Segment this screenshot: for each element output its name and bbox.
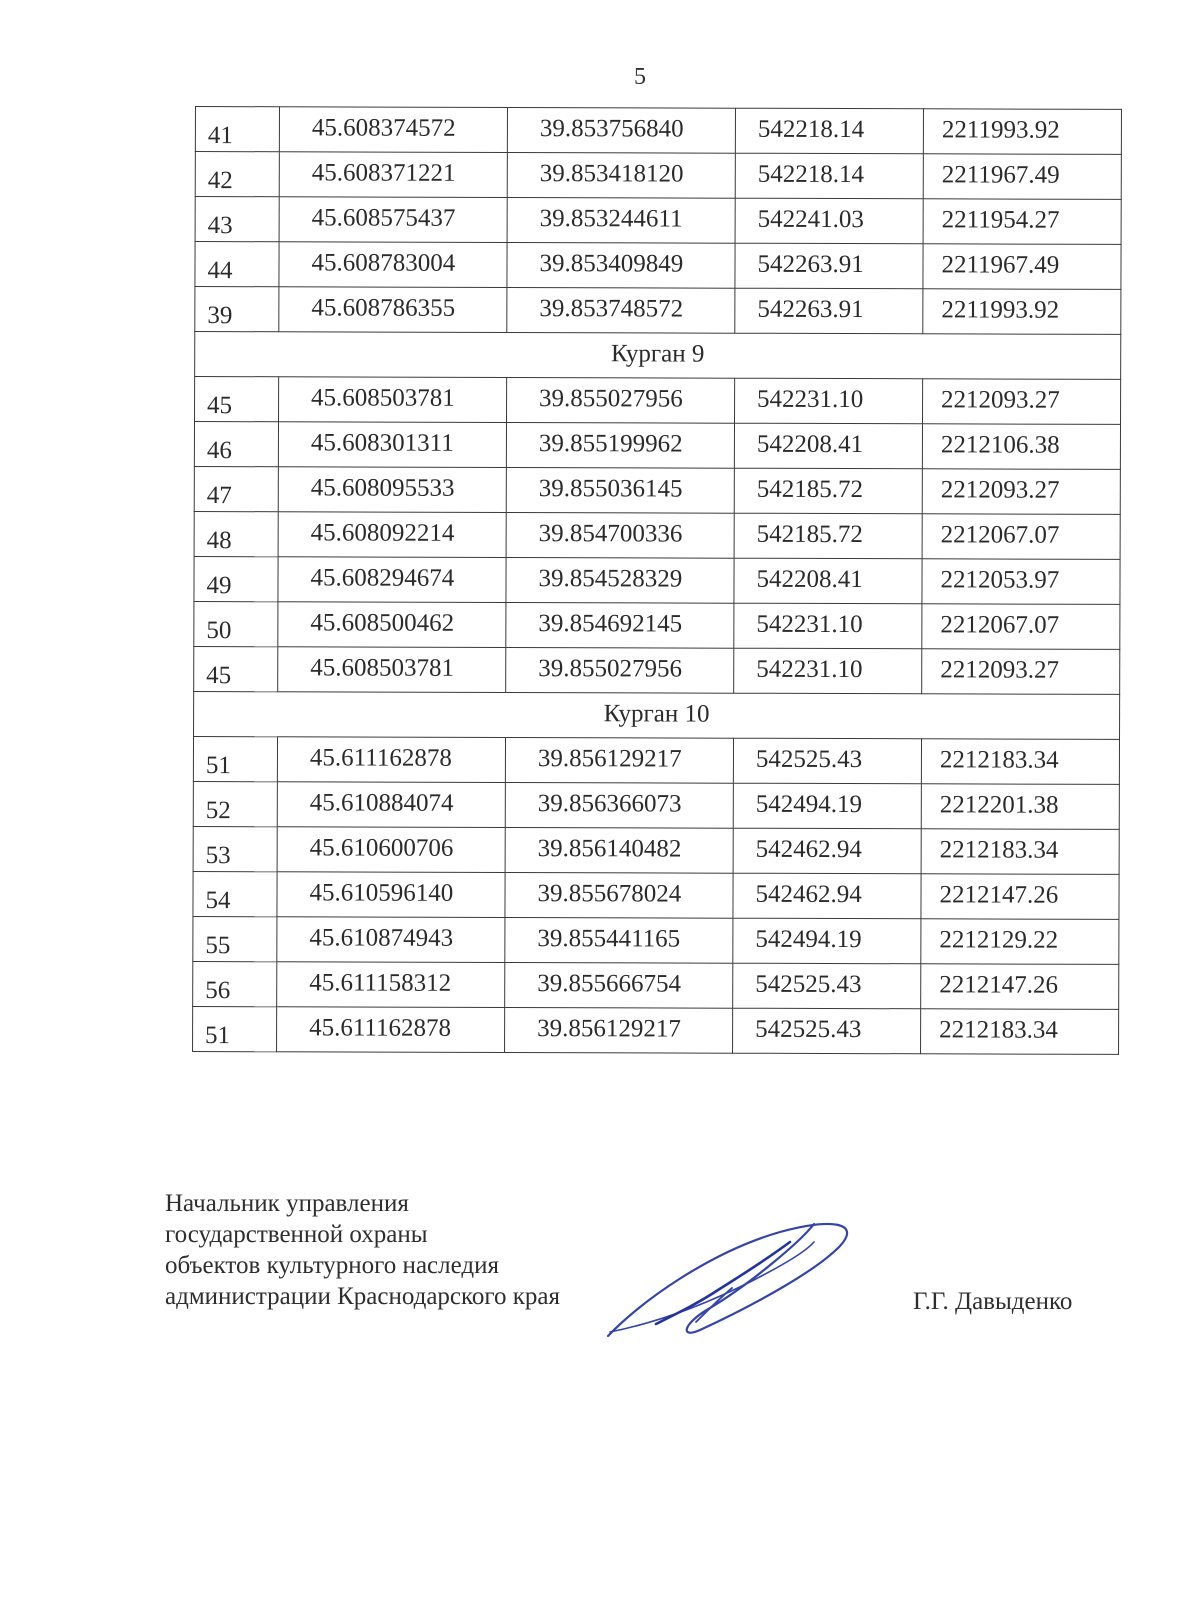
x-coordinate-cell: 542494.19 [733,783,921,829]
point-number-cell: 45 [194,646,278,691]
point-number-cell: 51 [193,736,277,781]
longitude-cell: 39.855027956 [506,647,734,693]
point-number-cell: 42 [195,152,279,197]
y-coordinate-cell: 2211967.49 [923,154,1121,200]
table-row [195,197,1121,245]
x-coordinate-cell: 542494.19 [733,918,921,964]
point-number-cell: 41 [195,107,279,152]
y-coordinate-cell: 2212093.27 [923,379,1121,425]
point-number-cell: 51 [193,1006,277,1051]
longitude-cell: 39.853409849 [507,242,735,288]
y-coordinate-cell: 2211954.27 [923,199,1121,245]
official-title-line: объектов культурного наследия [165,1252,499,1279]
section-header-row [194,691,1120,739]
point-number-cell: 46 [194,422,278,467]
y-coordinate-cell: 2212183.34 [921,829,1119,875]
point-number-cell: 55 [193,916,277,961]
latitude-cell: 45.610600706 [277,827,505,873]
latitude-cell: 45.608786355 [279,287,507,333]
table-row [193,916,1119,964]
x-coordinate-cell: 542241.03 [735,198,923,244]
x-coordinate-cell: 542231.10 [735,378,923,424]
longitude-cell: 39.853244611 [507,197,735,243]
section-label: Курган 10 [194,691,1120,739]
y-coordinate-cell: 2212053.97 [922,559,1120,605]
table-row [195,107,1121,155]
point-number-cell: 48 [194,511,278,556]
x-coordinate-cell: 542218.14 [735,108,923,154]
y-coordinate-cell: 2212067.07 [922,604,1120,650]
longitude-cell: 39.855027956 [507,377,735,423]
longitude-cell: 39.855666754 [505,962,733,1008]
table-row [193,871,1119,919]
table-row [195,287,1121,335]
point-number-cell: 43 [195,197,279,242]
longitude-cell: 39.856140482 [505,827,733,873]
longitude-cell: 39.856129217 [505,737,733,783]
latitude-cell: 45.608503781 [278,647,506,693]
table-row [195,377,1121,425]
point-number-cell: 49 [194,556,278,601]
latitude-cell: 45.608294674 [278,557,506,603]
table-row [195,242,1121,290]
y-coordinate-cell: 2212093.27 [922,469,1120,515]
latitude-cell: 45.611162878 [277,1007,505,1053]
y-coordinate-cell: 2212147.26 [921,874,1119,920]
point-number-cell: 52 [193,781,277,826]
table-row [195,152,1121,200]
latitude-cell: 45.608503781 [279,377,507,423]
latitude-cell: 45.610596140 [277,872,505,918]
table-row [193,961,1119,1009]
table-row [194,466,1120,514]
y-coordinate-cell: 2212183.34 [921,739,1119,785]
x-coordinate-cell: 542208.41 [734,423,922,469]
y-coordinate-cell: 2212067.07 [922,514,1120,560]
table-row [194,511,1120,559]
x-coordinate-cell: 542263.91 [735,243,923,289]
official-title [165,1188,560,1312]
point-number-cell: 45 [195,377,279,422]
y-coordinate-cell: 2212129.22 [921,919,1119,965]
latitude-cell: 45.610884074 [277,782,505,828]
official-title-line: государственной охраны [165,1221,428,1248]
x-coordinate-cell: 542263.91 [735,288,923,334]
point-number-cell: 47 [194,466,278,511]
longitude-cell: 39.855678024 [505,872,733,918]
y-coordinate-cell: 2212147.26 [921,964,1119,1010]
longitude-cell: 39.853748572 [507,287,735,333]
latitude-cell: 45.608500462 [278,602,506,648]
latitude-cell: 45.608575437 [279,197,507,243]
longitude-cell: 39.855441165 [505,917,733,963]
point-number-cell: 56 [193,961,277,1006]
longitude-cell: 39.855199962 [506,422,734,468]
longitude-cell: 39.855036145 [506,467,734,513]
table-row [193,781,1119,829]
table-row [194,422,1120,470]
longitude-cell: 39.856366073 [505,782,733,828]
handwritten-signature [600,1212,870,1342]
x-coordinate-cell: 542185.72 [734,468,922,514]
x-coordinate-cell: 542462.94 [733,828,921,874]
longitude-cell: 39.854528329 [506,557,734,603]
latitude-cell: 45.608374572 [279,107,507,153]
table-row [193,826,1119,874]
longitude-cell: 39.854692145 [506,602,734,648]
table-row [194,556,1120,604]
y-coordinate-cell: 2211993.92 [923,109,1121,155]
y-coordinate-cell: 2212183.34 [921,1009,1119,1055]
x-coordinate-cell: 542218.14 [735,153,923,199]
official-title-line: Начальник управления [165,1190,409,1217]
longitude-cell: 39.856129217 [505,1007,733,1053]
table-row [193,1006,1119,1054]
x-coordinate-cell: 542525.43 [733,1008,921,1054]
latitude-cell: 45.610874943 [277,917,505,963]
latitude-cell: 45.608095533 [278,467,506,513]
y-coordinate-cell: 2212093.27 [922,649,1120,695]
table-row [194,601,1120,649]
point-number-cell: 44 [195,242,279,287]
x-coordinate-cell: 542525.43 [733,738,921,784]
longitude-cell: 39.853756840 [507,107,735,153]
coordinates-table [192,106,1122,1055]
longitude-cell: 39.853418120 [507,152,735,198]
latitude-cell: 45.608092214 [278,512,506,558]
latitude-cell: 45.608371221 [279,152,507,198]
latitude-cell: 45.608783004 [279,242,507,288]
table-row [194,646,1120,694]
x-coordinate-cell: 542525.43 [733,963,921,1009]
signer-name: Г.Г. Давыденко [913,1288,1073,1315]
x-coordinate-cell: 542208.41 [734,558,922,604]
point-number-cell: 54 [193,871,277,916]
coordinates-table-body [193,107,1122,1055]
latitude-cell: 45.611158312 [277,962,505,1008]
signature-stroke [608,1224,847,1336]
section-label: Курган 9 [195,332,1121,380]
x-coordinate-cell: 542231.10 [734,603,922,649]
x-coordinate-cell: 542231.10 [734,648,922,694]
page-number: 5 [634,64,646,90]
x-coordinate-cell: 542462.94 [733,873,921,919]
point-number-cell: 50 [194,601,278,646]
longitude-cell: 39.854700336 [506,512,734,558]
latitude-cell: 45.608301311 [278,422,506,468]
official-title-line: администрации Краснодарского края [165,1283,561,1310]
y-coordinate-cell: 2212201.38 [921,784,1119,830]
table-row [193,736,1119,784]
y-coordinate-cell: 2212106.38 [922,424,1120,470]
latitude-cell: 45.611162878 [277,737,505,783]
point-number-cell: 53 [193,826,277,871]
y-coordinate-cell: 2211993.92 [923,289,1121,335]
x-coordinate-cell: 542185.72 [734,513,922,559]
y-coordinate-cell: 2211967.49 [923,244,1121,290]
section-header-row [195,332,1121,380]
point-number-cell: 39 [195,287,279,332]
